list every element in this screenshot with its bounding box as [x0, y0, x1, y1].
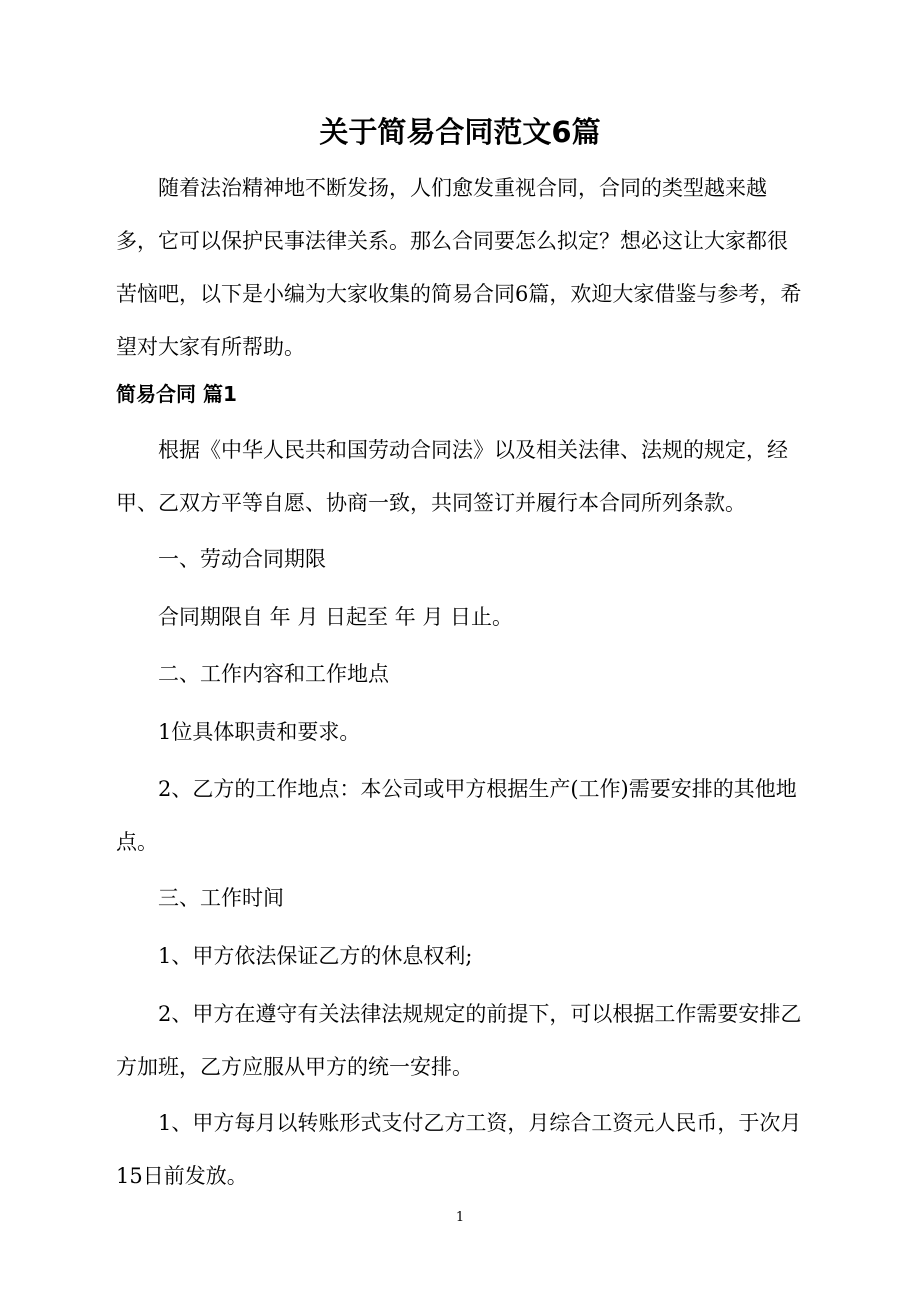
document-title: 关于简易合同范文6篇: [319, 115, 601, 149]
paragraph-7: 三、工作时间: [158, 886, 284, 910]
paragraph-8: 1、甲方依法保证乙方的休息权利;: [158, 944, 473, 968]
paragraph-4: 二、工作内容和工作地点: [158, 662, 389, 686]
section-heading: 简易合同 篇1: [116, 382, 237, 406]
paragraph-6: 2、乙方的工作地点：本公司或甲方根据生产(工作)需要安排的其他地点。: [116, 777, 797, 854]
paragraph-9: 2、甲方在遵守有关法律法规规定的前提下，可以根据工作需要安排乙方加班，乙方应服从甲方的统一安排。: [116, 1002, 802, 1079]
paragraph-10: 1、甲方每月以转账形式支付乙方工资，月综合工资元人民币，于次月15日前发放。: [116, 1111, 802, 1188]
intro-paragraph: 随着法治精神地不断发扬，人们愈发重视合同，合同的类型越来越多，它可以保护民事法律关系。那么合同要怎么拟定？想必这让大家都很苦恼吧，以下是小编为大家收集的简易合同6篇，欢迎大家借鉴与参考，希望对大家有所帮助。: [116, 176, 802, 359]
paragraph-1: 根据《中华人民共和国劳动合同法》以及相关法律、法规的规定，经甲、乙双方平等自愿、协商一致，共同签订并履行本合同所列条款。: [116, 438, 788, 515]
page-number: 1: [455, 1210, 465, 1225]
paragraph-2: 一、劳动合同期限: [158, 547, 326, 571]
paragraph-3: 合同期限自 年 月 日起至 年 月 日止。: [158, 605, 514, 629]
paragraph-5: 1位具体职责和要求。: [158, 720, 361, 744]
